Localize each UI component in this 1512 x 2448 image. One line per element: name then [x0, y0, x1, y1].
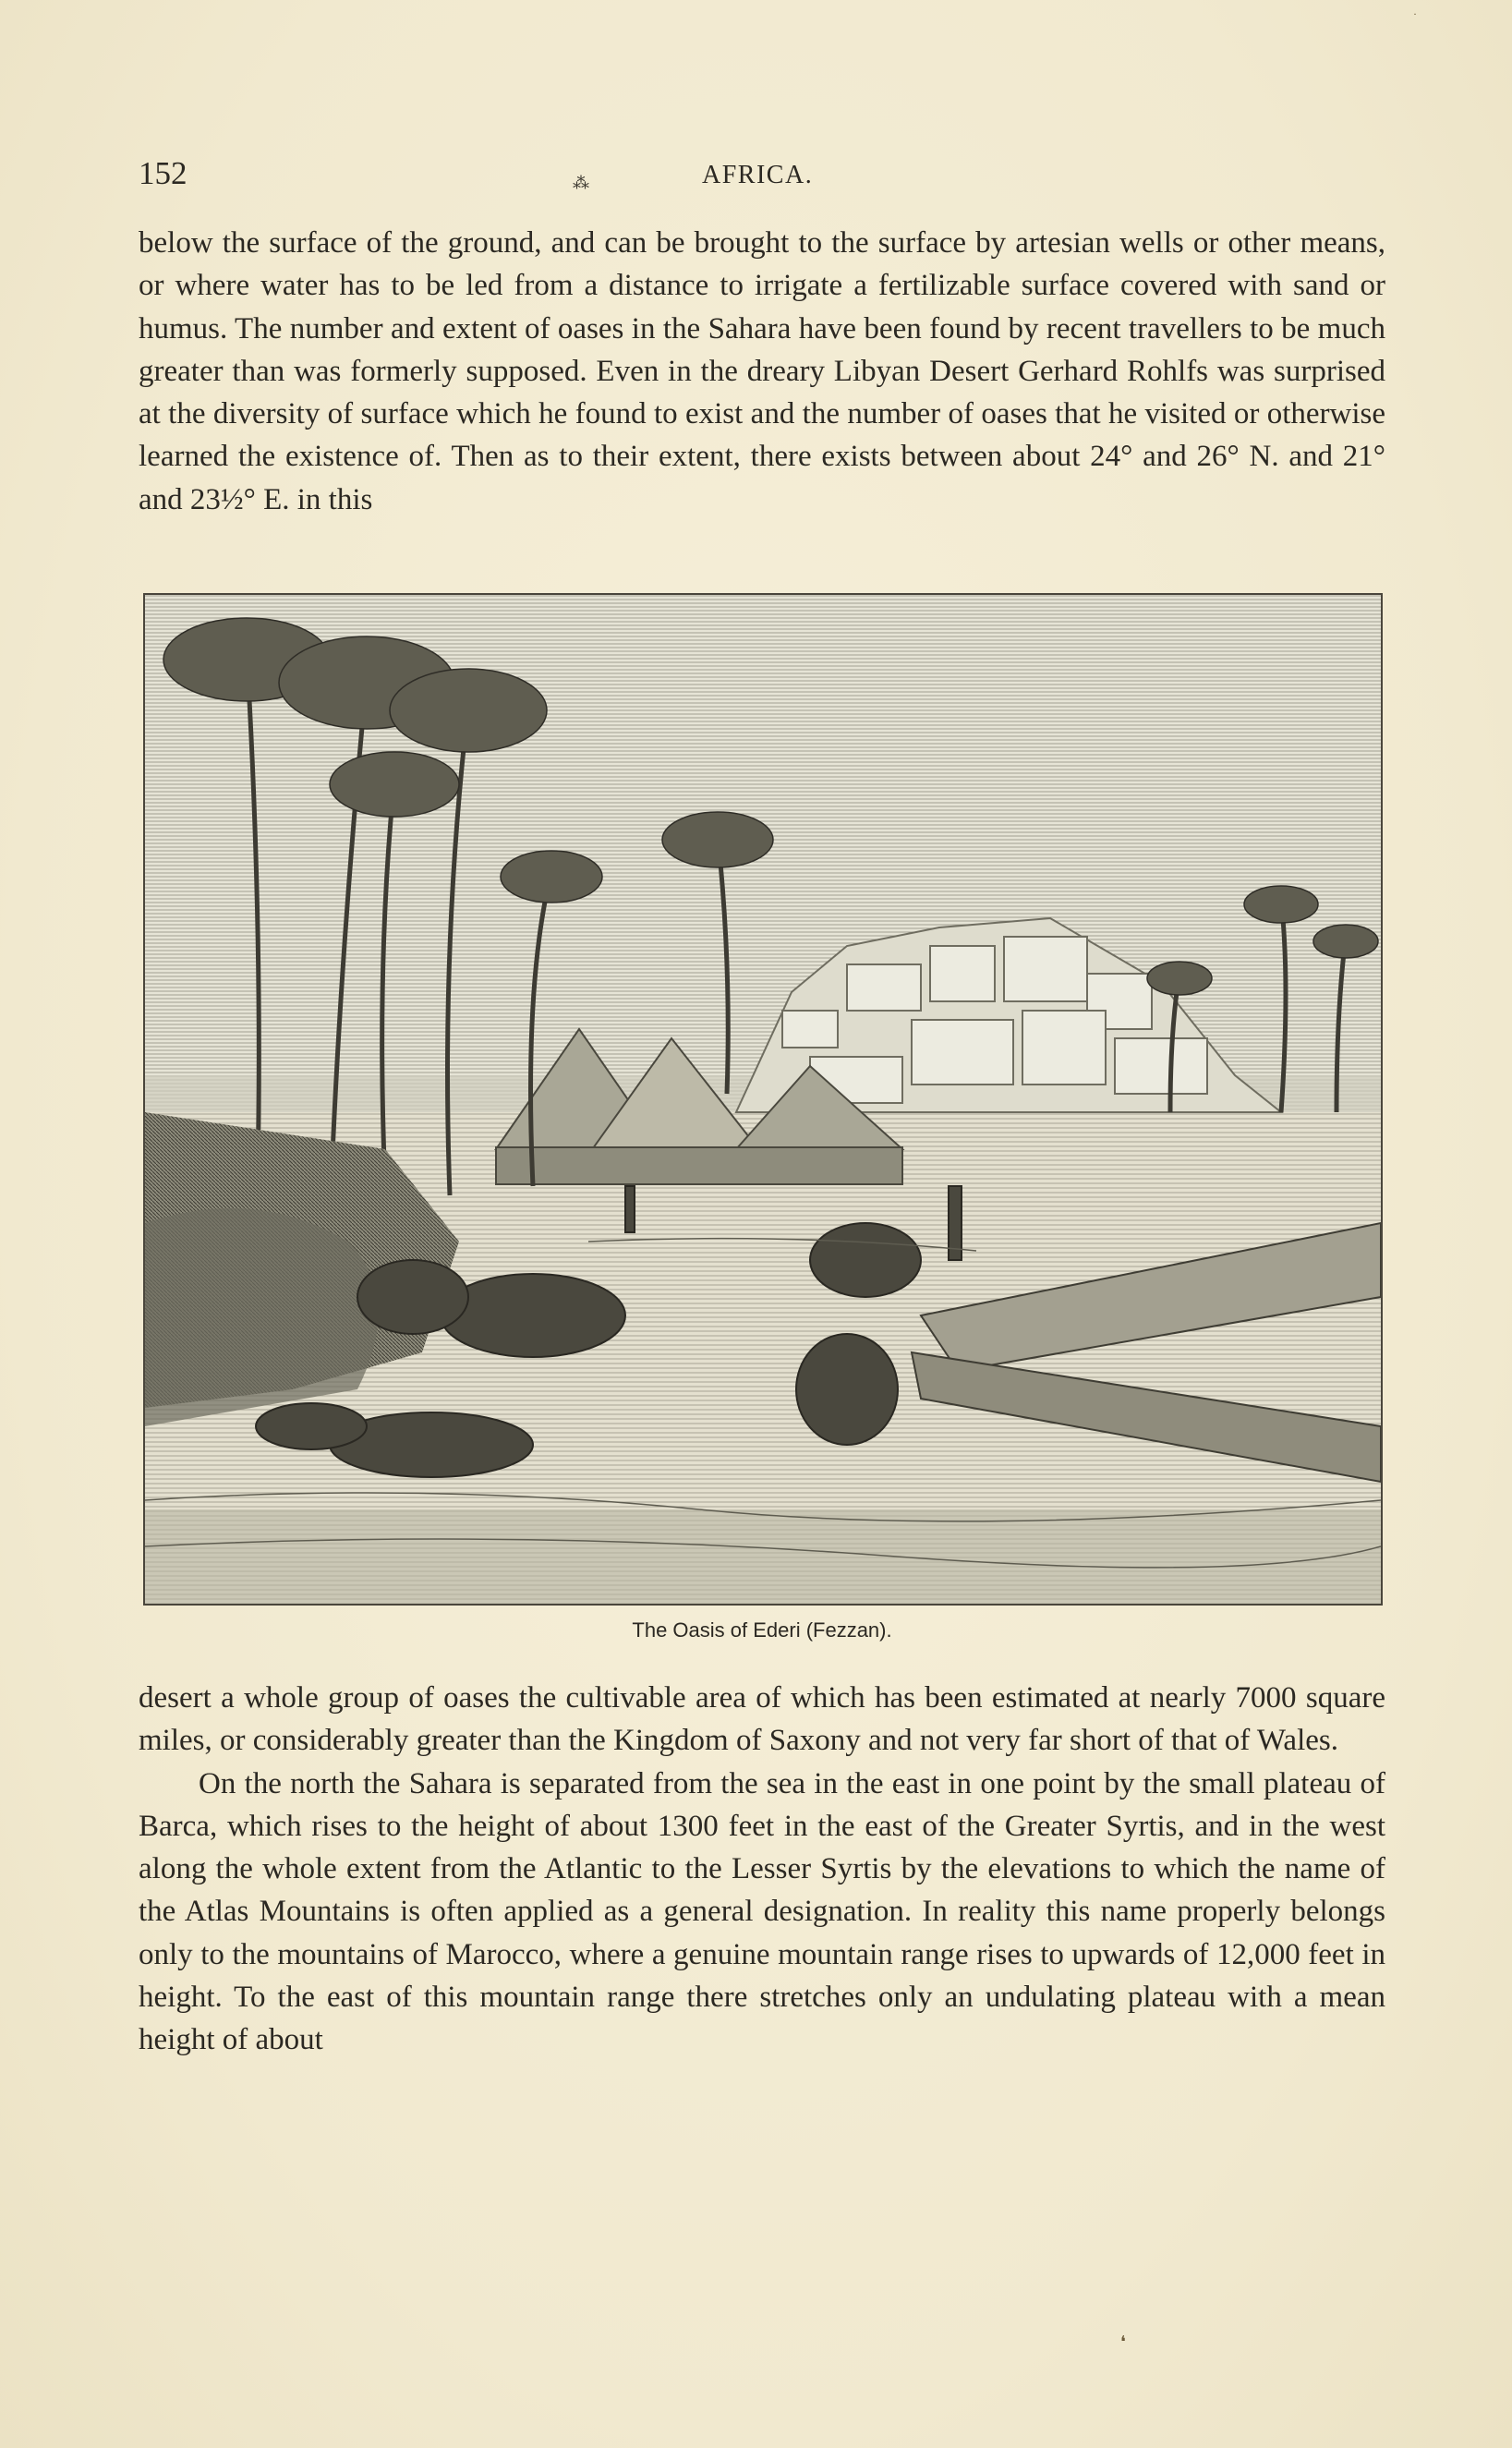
ink-speck: ❛	[1120, 2333, 1126, 2351]
printer-mark: ⁂	[573, 174, 589, 192]
engraving-illustration	[143, 593, 1383, 1606]
body-text-top	[139, 222, 1385, 521]
paragraph: desert a whole group of oases the cultivable area of which has been estimated at nearly 7000 square miles, or considerably greater than the Kingdom of Saxony and not very far short of that of Wales.	[139, 1681, 1385, 1758]
running-title: AFRICA.	[702, 161, 814, 189]
page-number: 152	[139, 155, 187, 191]
ink-speck: ·	[1413, 7, 1417, 20]
paragraph: below the surface of the ground, and can be brought to the surface by artesian wells or other means, or where water has to be led from a distance to irrigate a fertilizable surface covered with sand or humus. The number and extent of oases in the Sahara have been found by recent travellers to be much greater than was formerly supposed. Even in the dreary Libyan Desert Gerhard Rohlfs was surprised at the diversity of surface which he found to exist and the number of oases that he visited or otherwise learned the existence of. Then as to their extent, there exists between about 24° and 26° N. and 21° and 23½° E. in this	[139, 226, 1385, 516]
body-text-bottom	[139, 1677, 1385, 2062]
figure-caption: The Oasis of Ederi (Fezzan).	[632, 1618, 892, 1642]
paragraph: On the north the Sahara is separated from the sea in the east in one point by the small plateau of Barca, which rises to the height of about 1300 feet in the east of the Greater Syrtis, and in the west along the whole extent from the Atlantic to the Lesser Syrtis by the elevations to which the name of the Atlas Mountains is often applied as a general designation. In reality this name properly belongs only to the mountains of Marocco, where a genuine mountain range rises to upwards of 12,000 feet in height. To the east of this mountain range there stretches only an undulating plateau with a mean height of about	[139, 1766, 1385, 2057]
page-header	[139, 155, 1385, 201]
